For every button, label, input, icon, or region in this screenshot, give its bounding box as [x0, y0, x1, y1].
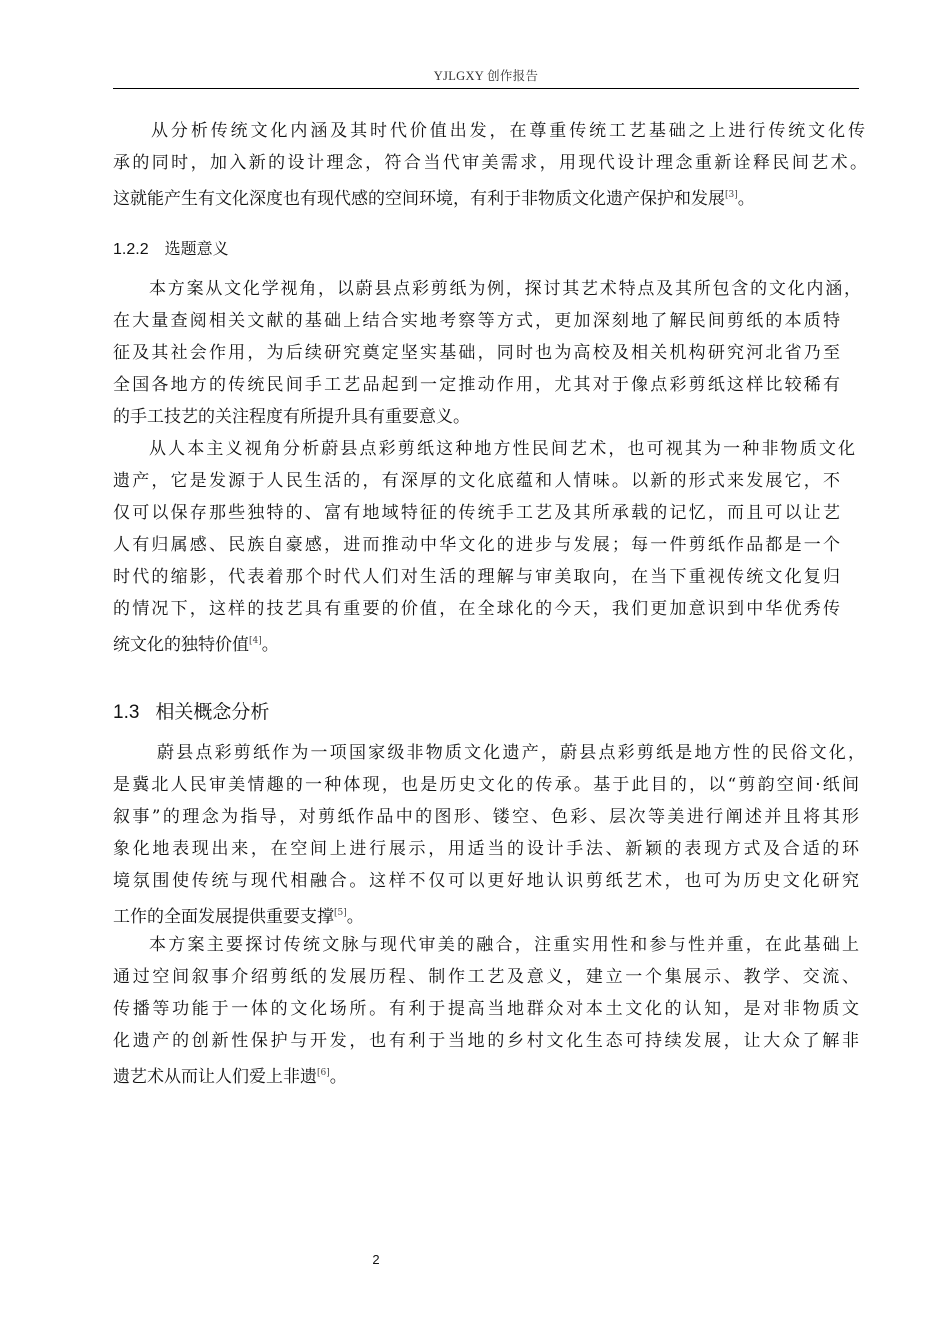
text-span: 统文化的独特价值 — [113, 635, 249, 655]
text-span: 。 — [261, 635, 279, 655]
text-line: 在大量查阅相关文献的基础上结合实地考察等方式，更加深刻地了解民间剪纸的本质特 — [113, 311, 840, 331]
section-heading-1-2-2 — [113, 236, 229, 259]
citation-ref: [5] — [334, 908, 347, 918]
text-line — [113, 184, 863, 210]
text-span: 工作的全面发展提供重要支撑 — [113, 907, 334, 927]
text-span: 这就能产生有文化深度也有现代感的空间环境，有利于非物质文化遗产保护和发展 — [113, 189, 725, 209]
header-title: YJLGXY 创作报告 — [433, 69, 539, 83]
text-span: 。 — [329, 1067, 347, 1087]
text-line: 时代的缩影，代表着那个时代人们对生活的理解与审美取向，在当下重视传统文化复归 — [113, 567, 840, 587]
text-line — [113, 630, 863, 656]
text-line: 传播等功能于一体的文化场所。有利于提高当地群众对本土文化的认知，是对非物质文 — [113, 999, 859, 1019]
text-line: 蔚县点彩剪纸作为一项国家级非物质文化遗产，蔚县点彩剪纸是地方性的民俗文化， — [157, 743, 865, 763]
text-line: 象化地表现出来，在空间上进行展示，用适当的设计手法、新颖的表现方式及合适的环 — [113, 839, 859, 859]
text-line: 是冀北人民审美情趣的一种体现，也是历史文化的传承。基于此目的，以“剪韵空间·纸间 — [113, 775, 859, 795]
citation-ref: [6] — [317, 1068, 330, 1078]
text-line: 承的同时，加入新的设计理念，符合当代审美需求，用现代设计理念重新诠释民间艺术。 — [113, 153, 867, 173]
text-line: 从分析传统文化内涵及其时代价值出发，在尊重传统工艺基础之上进行传统文化传 — [151, 121, 865, 141]
text-line: 从人本主义视角分析蔚县点彩剪纸这种地方性民间艺术，也可视其为一种非物质文化 — [149, 439, 855, 459]
section-heading-1-3 — [113, 697, 269, 724]
text-line: 本方案主要探讨传统文脉与现代审美的融合，注重实用性和参与性并重，在此基础上 — [149, 935, 859, 955]
text-line: 征及其社会作用，为后续研究奠定坚实基础，同时也为高校及相关机构研究河北省乃至 — [113, 343, 840, 363]
page-number: 2 — [372, 1252, 380, 1267]
text-line: 本方案从文化学视角，以蔚县点彩剪纸为例，探讨其艺术特点及其所包含的文化内涵， — [149, 279, 861, 299]
text-line: 通过空间叙事介绍剪纸的发展历程、制作工艺及意义，建立一个集展示、教学、交流、 — [113, 967, 859, 987]
header-rule — [113, 88, 859, 89]
text-line — [113, 902, 863, 928]
text-line: 叙事”的理念为指导，对剪纸作品中的图形、镂空、色彩、层次等美进行阐述并且将其形 — [113, 807, 859, 827]
text-line: 的情况下，这样的技艺具有重要的价值，在全球化的今天，我们更加意识到中华优秀传 — [113, 599, 840, 619]
text-span: 。 — [737, 189, 755, 209]
section-number: 1.2.2 — [113, 241, 149, 258]
text-line: 的手工技艺的关注程度有所提升具有重要意义。 — [113, 407, 470, 427]
text-line: 遗产，它是发源于人民生活的，有深厚的文化底蕴和人情味。以新的形式来发展它，不 — [113, 471, 840, 491]
section-title: 选题意义 — [164, 239, 229, 258]
text-line: 全国各地方的传统民间手工艺品起到一定推动作用，尤其对于像点彩剪纸这样比较稀有 — [113, 375, 840, 395]
text-line: 仅可以保存那些独特的、富有地域特征的传统手工艺及其所承载的记忆，而且可以让艺 — [113, 503, 840, 523]
section-title: 相关概念分析 — [155, 701, 270, 723]
text-line: 化遗产的创新性保护与开发，也有利于当地的乡村文化生态可持续发展，让大众了解非 — [113, 1031, 859, 1051]
text-line — [113, 1062, 863, 1088]
text-span: 。 — [346, 907, 364, 927]
section-number: 1.3 — [113, 702, 140, 723]
text-line: 人有归属感、民族自豪感，进而推动中华文化的进步与发展；每一件剪纸作品都是一个 — [113, 535, 840, 555]
text-span: 遗艺术从而让人们爱上非遗 — [113, 1067, 317, 1087]
citation-ref: [4] — [249, 636, 262, 646]
text-line: 境氛围使传统与现代相融合。这样不仅可以更好地认识剪纸艺术，也可为历史文化研究 — [113, 871, 859, 891]
citation-ref: [3] — [725, 190, 738, 200]
